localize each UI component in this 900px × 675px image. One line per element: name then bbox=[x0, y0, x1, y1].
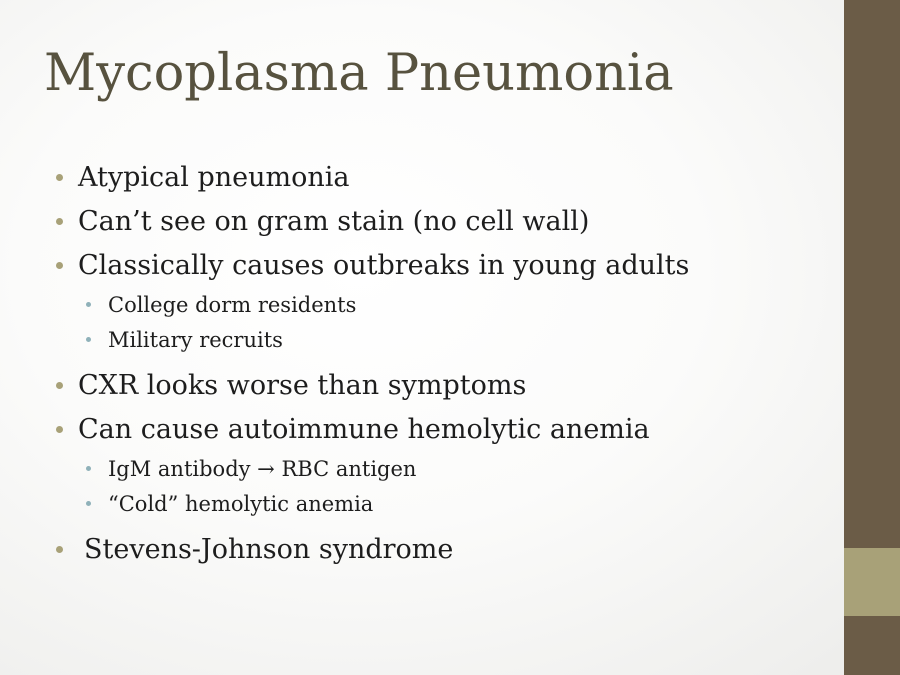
sub-bullet-dot-icon bbox=[86, 302, 91, 307]
bullet-text: Can’t see on gram stain (no cell wall) bbox=[78, 206, 590, 237]
sub-bullet-text: “Cold” hemolytic anemia bbox=[108, 492, 374, 516]
bullet-text: Atypical pneumonia bbox=[78, 162, 350, 193]
bullet-text: CXR looks worse than symptoms bbox=[78, 370, 527, 401]
bullet-text: Stevens-Johnson syndrome bbox=[84, 534, 454, 565]
bullet-item bbox=[52, 204, 832, 240]
bullet-dot-icon bbox=[56, 382, 63, 389]
bullet-item bbox=[52, 368, 832, 404]
bullet-list bbox=[52, 160, 832, 576]
sub-bullet-dot-icon bbox=[86, 466, 91, 471]
bullet-dot-icon bbox=[56, 174, 63, 181]
sub-bullet-text: College dorm residents bbox=[108, 293, 357, 317]
sub-bullet-item bbox=[52, 325, 832, 355]
bullet-text: Can cause autoimmune hemolytic anemia bbox=[78, 414, 650, 445]
sub-bullet-item bbox=[52, 290, 832, 320]
slide-title: Mycoplasma Pneumonia bbox=[44, 44, 674, 103]
bullet-item bbox=[52, 248, 832, 284]
sub-bullet-text: Military recruits bbox=[108, 328, 283, 352]
bullet-item bbox=[52, 532, 832, 568]
sub-bullet-text: IgM antibody → RBC antigen bbox=[108, 457, 417, 481]
sub-bullet-item bbox=[52, 489, 832, 519]
bullet-item bbox=[52, 160, 832, 196]
bullet-dot-icon bbox=[56, 426, 63, 433]
sub-bullet-dot-icon bbox=[86, 337, 91, 342]
bullet-dot-icon bbox=[56, 262, 63, 269]
bullet-dot-icon bbox=[56, 546, 63, 553]
sub-bullet-dot-icon bbox=[86, 501, 91, 506]
bullet-text: Classically causes outbreaks in young adults bbox=[78, 250, 690, 281]
sidebar-accent bbox=[844, 548, 900, 616]
sub-bullet-item bbox=[52, 454, 832, 484]
bullet-item bbox=[52, 412, 832, 448]
bullet-dot-icon bbox=[56, 218, 63, 225]
